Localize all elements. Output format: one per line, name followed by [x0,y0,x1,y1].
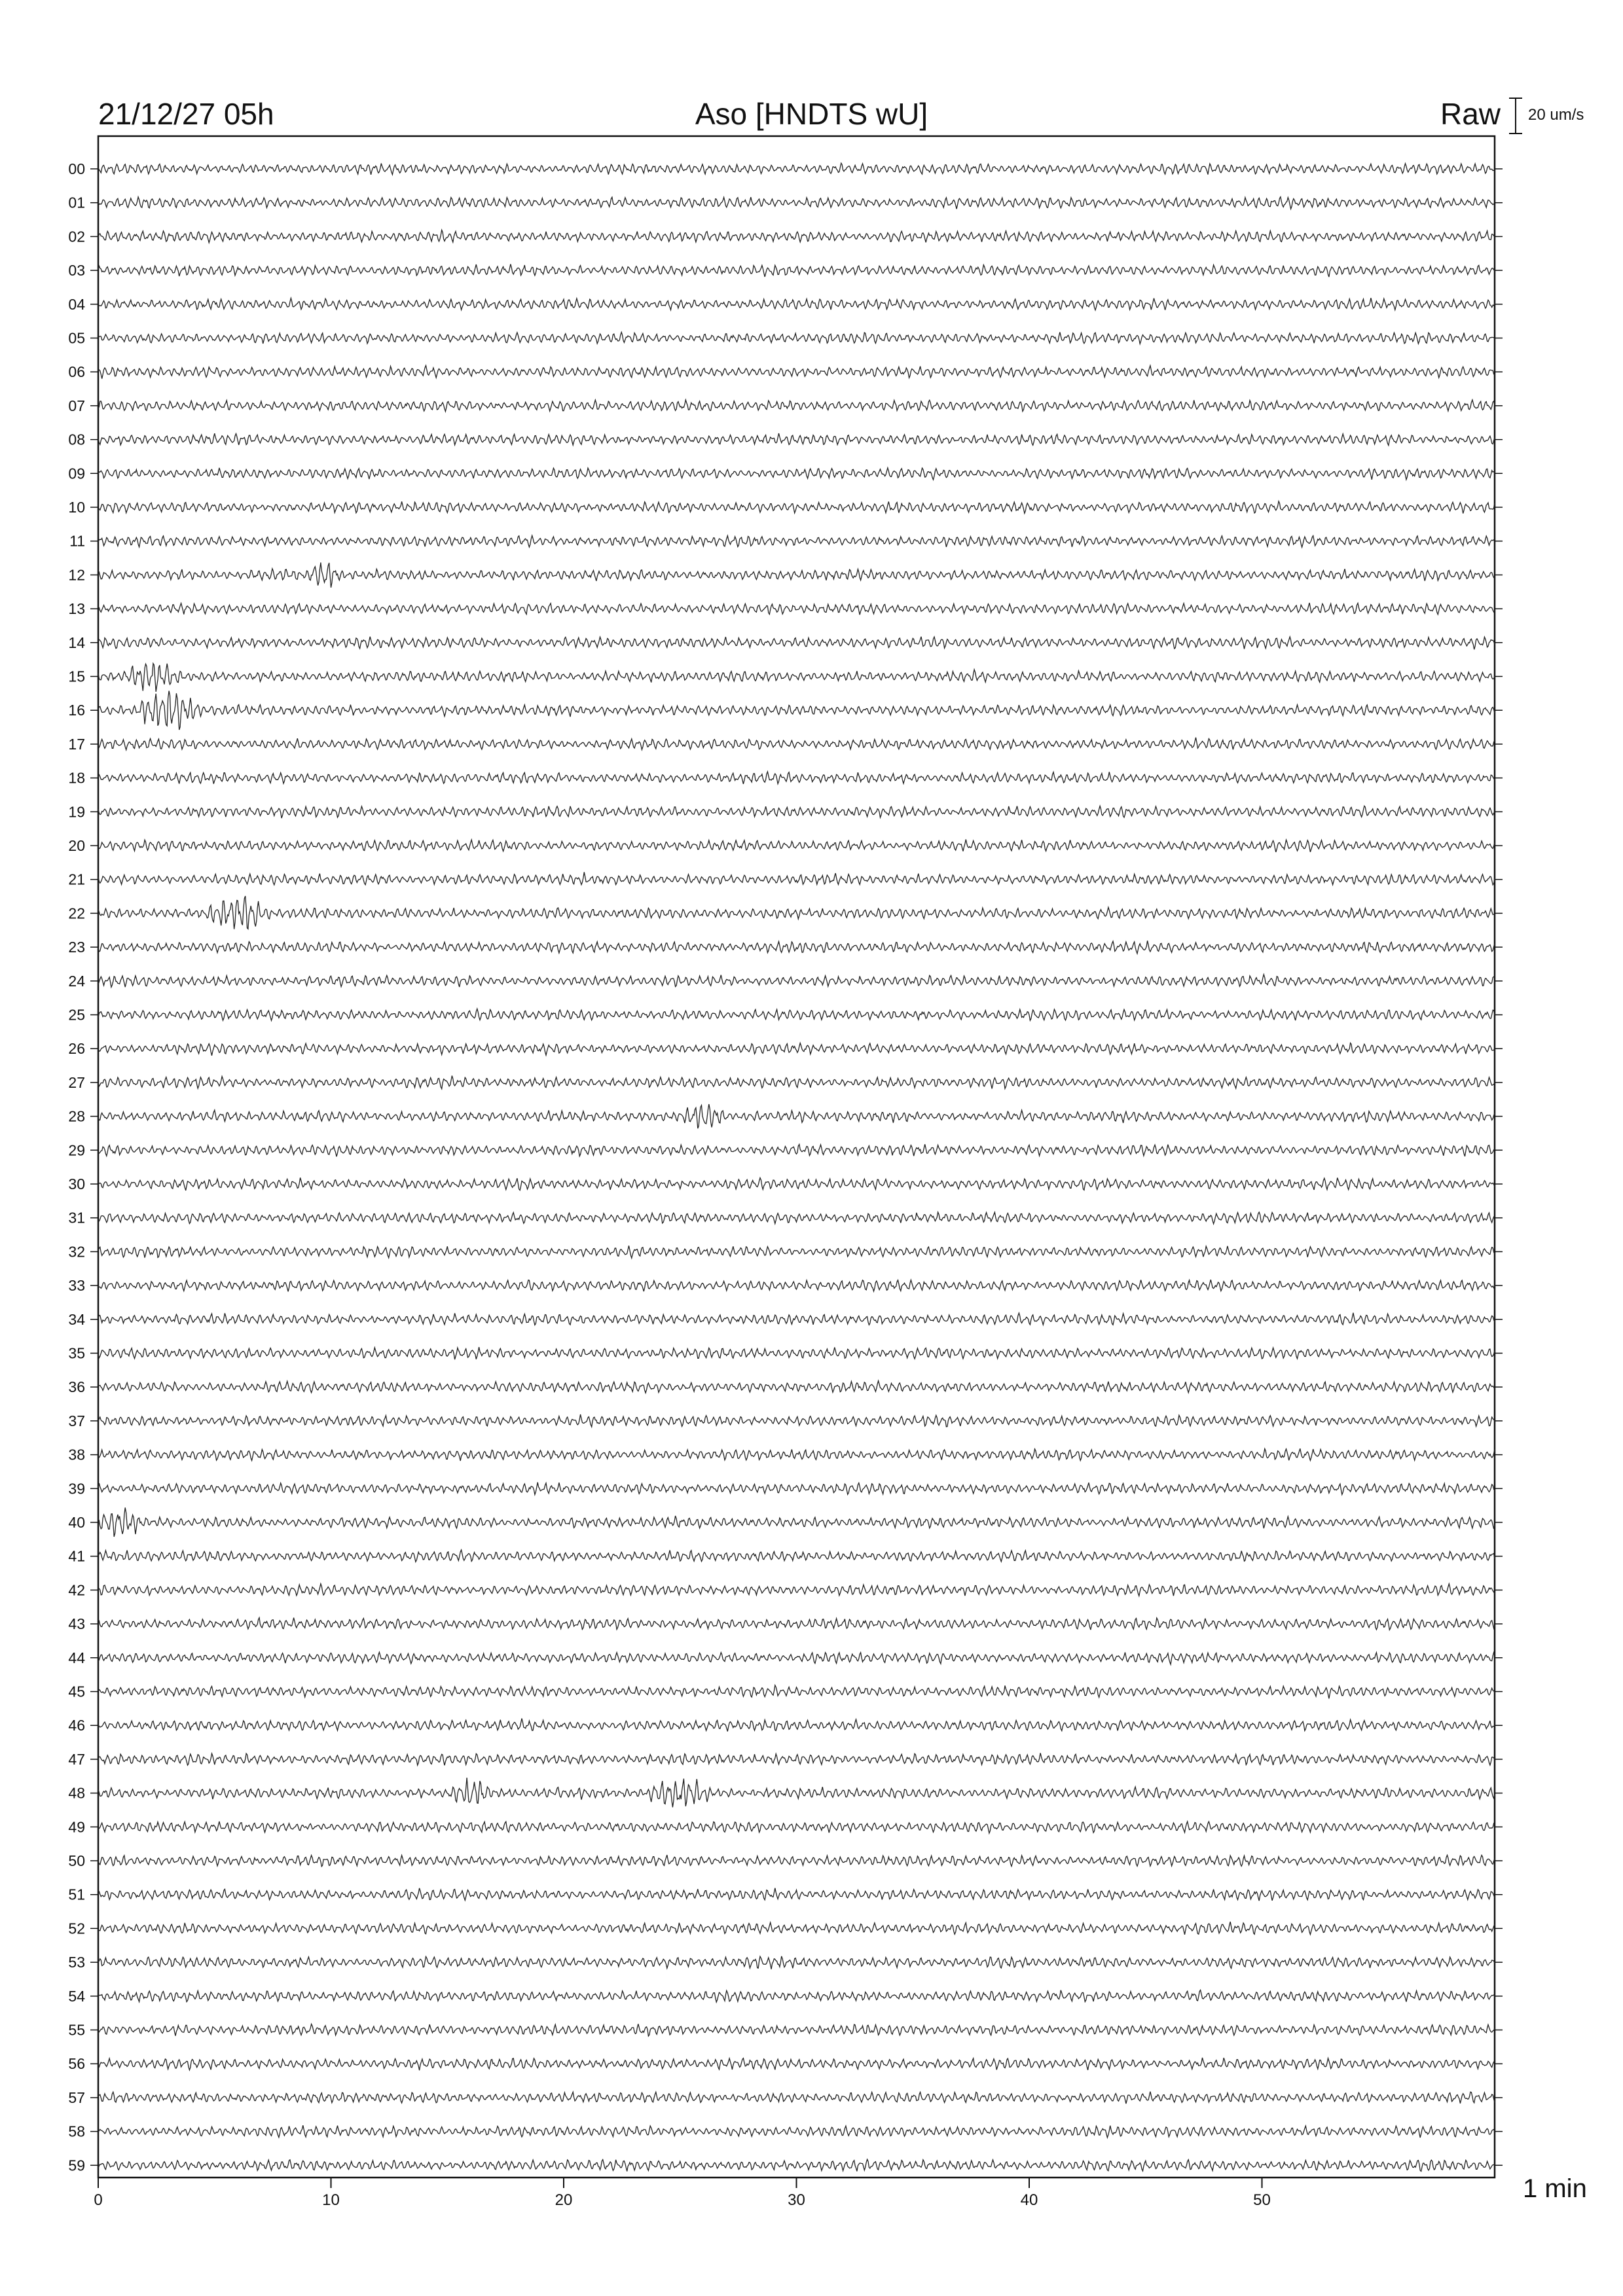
row-label: 02 [68,228,85,245]
trace-line-08 [98,433,1495,446]
trace-line-22 [98,896,1495,929]
row-label: 07 [68,397,85,414]
trace-line-42 [98,1584,1495,1596]
row-label: 26 [68,1040,85,1058]
trace-line-40 [98,1507,1495,1537]
row-label: 19 [68,803,85,821]
trace-line-26 [98,1043,1495,1056]
trace-line-53 [98,1956,1495,1969]
trace-line-05 [98,332,1495,344]
trace-line-47 [98,1753,1495,1765]
row-label: 28 [68,1107,85,1125]
row-label: 01 [68,194,85,211]
trace-line-27 [98,1076,1495,1089]
trace-line-28 [98,1104,1495,1128]
trace-line-55 [98,2024,1495,2036]
trace-line-11 [98,535,1495,547]
date-hour-label: 21/12/27 05h [98,97,274,131]
row-label: 25 [68,1006,85,1024]
trace-line-03 [98,264,1495,278]
row-label: 38 [68,1446,85,1463]
row-label: 57 [68,2089,85,2106]
row-label: 32 [68,1243,85,1261]
trace-line-25 [98,1009,1495,1020]
trace-line-20 [98,840,1495,852]
row-label: 15 [68,668,85,685]
row-label: 33 [68,1277,85,1295]
row-label: 45 [68,1683,85,1700]
row-label: 34 [68,1310,85,1328]
row-label: 05 [68,329,85,347]
row-label: 18 [68,769,85,787]
x-tick-label: 30 [788,2191,805,2209]
trace-line-41 [98,1550,1495,1562]
trace-line-51 [98,1888,1495,1901]
station-title: Aso [HNDTS wU] [695,97,928,131]
x-tick-label: 40 [1020,2191,1038,2209]
trace-line-15 [98,664,1495,692]
row-label: 23 [68,939,85,956]
trace-line-43 [98,1618,1495,1630]
trace-line-59 [98,2159,1495,2171]
trace-line-13 [98,603,1495,615]
trace-line-54 [98,1990,1495,2003]
trace-line-29 [98,1144,1495,1157]
trace-line-56 [98,2058,1495,2070]
trace-line-46 [98,1719,1495,1732]
trace-line-04 [98,298,1495,310]
row-label-group [68,160,85,2174]
trace-line-31 [98,1212,1495,1224]
trace-line-02 [98,230,1495,242]
trace-line-14 [98,637,1495,650]
trace-line-10 [98,501,1495,514]
trace-line-36 [98,1381,1495,1393]
row-label: 00 [68,160,85,177]
trace-line-32 [98,1246,1495,1258]
trace-line-50 [98,1855,1495,1867]
trace-line-23 [98,941,1495,954]
row-label: 36 [68,1378,85,1396]
row-label: 06 [68,363,85,381]
trace-line-39 [98,1482,1495,1495]
row-label: 20 [68,837,85,854]
row-label: 43 [68,1615,85,1633]
trace-line-57 [98,2092,1495,2104]
trace-line-37 [98,1414,1495,1427]
trace-line-33 [98,1280,1495,1291]
x-tick-label: 10 [322,2191,340,2209]
trace-line-09 [98,468,1495,480]
x-tick-label: 20 [555,2191,573,2209]
row-label: 46 [68,1717,85,1734]
row-label: 48 [68,1784,85,1802]
row-label: 39 [68,1480,85,1498]
row-label: 41 [68,1547,85,1565]
row-label: 03 [68,262,85,279]
row-label: 27 [68,1073,85,1091]
trace-line-30 [98,1177,1495,1191]
trace-line-07 [98,400,1495,412]
trace-line-17 [98,738,1495,750]
row-label: 47 [68,1750,85,1768]
row-label: 37 [68,1412,85,1429]
amplitude-scale-label: 20 um/s [1528,106,1584,124]
row-label: 50 [68,1852,85,1869]
x-unit-label: 1 min [1523,2174,1587,2203]
row-label: 51 [68,1886,85,1903]
trace-line-34 [98,1313,1495,1325]
trace-line-24 [98,975,1495,988]
trace-line-45 [98,1685,1495,1698]
filter-label: Raw [1440,97,1501,131]
row-label: 12 [68,566,85,584]
row-label: 10 [68,499,85,516]
trace-line-19 [98,806,1495,818]
trace-group [90,163,1503,2171]
row-label: 58 [68,2123,85,2140]
row-label: 54 [68,1987,85,2005]
row-label: 52 [68,1920,85,1937]
trace-line-06 [98,365,1495,378]
row-label: 09 [68,465,85,482]
row-label: 24 [68,972,85,990]
trace-line-21 [98,872,1495,886]
trace-line-48 [98,1778,1495,1807]
trace-line-18 [98,772,1495,784]
row-label: 21 [68,870,85,888]
trace-line-01 [98,197,1495,209]
row-label: 59 [68,2157,85,2174]
row-label: 29 [68,1141,85,1159]
trace-line-52 [98,1922,1495,1935]
row-label: 16 [68,702,85,719]
row-label: 11 [69,532,85,550]
trace-line-38 [98,1448,1495,1461]
row-label: 04 [68,295,85,313]
trace-line-58 [98,2125,1495,2138]
row-label: 49 [68,1818,85,1836]
row-label: 56 [68,2055,85,2073]
row-label: 44 [68,1649,85,1666]
trace-line-12 [98,563,1495,588]
row-label: 53 [68,1954,85,1971]
trace-line-35 [98,1347,1495,1359]
x-tick-label: 0 [94,2191,103,2209]
x-tick-label: 50 [1253,2191,1271,2209]
trace-line-44 [98,1652,1495,1664]
trace-line-49 [98,1821,1495,1833]
trace-line-16 [98,691,1495,730]
x-axis [94,2178,1271,2209]
row-label: 22 [68,905,85,922]
row-label: 30 [68,1175,85,1193]
row-label: 42 [68,1581,85,1599]
row-label: 55 [68,2021,85,2039]
row-label: 17 [68,735,85,753]
row-label: 35 [68,1344,85,1362]
row-label: 40 [68,1514,85,1531]
row-label: 13 [68,600,85,618]
row-label: 31 [68,1209,85,1227]
row-label: 08 [68,431,85,448]
trace-line-00 [98,163,1495,175]
row-label: 14 [68,634,85,651]
